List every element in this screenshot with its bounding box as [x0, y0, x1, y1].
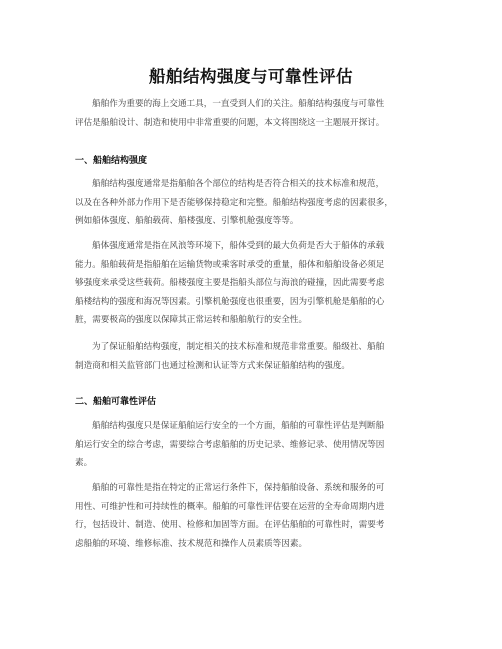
- paragraph-line: 船舶作为重要的海上交通工具，一直受到人们的关注。船舶结构强度与可靠性: [92, 99, 385, 109]
- paragraph-line: 用性、可维护性和可持续性的概率。船舶的可靠性评估要在运营的全寿命周期内进: [75, 501, 385, 512]
- strength-paragraph-3: [75, 338, 435, 375]
- paragraph-line: 船舶的可靠性是指在特定的正常运行条件下，保持船舶设备、系统和服务的可: [92, 483, 385, 493]
- reliability-paragraph-1: [75, 417, 435, 473]
- paragraph-line: 制造商和相关监管部门也通过检测和认证等方式来保证船舶结构的强度。: [75, 360, 351, 371]
- strength-paragraph-1: [75, 175, 435, 231]
- paragraph-line: 船舶结构强度通常是指船舶各个部位的结构是否符合相关的技术标准和规范，: [92, 179, 385, 189]
- paragraph-line: 舶运行安全的综合考虑，需要综合考虑船舶的历史记录、维修记录、使用情况等因: [75, 439, 385, 450]
- paragraph-line: 行，包括设计、制造、使用、检修和加固等方面。在评估船舶的可靠性时，需要考: [75, 520, 385, 531]
- paragraph-line: 能力。船舶载荷是指船舶在运输货物或乘客时承受的重量，船体和船舶设备必须足: [75, 259, 385, 270]
- paragraph-line: 虑船舶的环境、维修标准、技术规范和操作人员素质等因素。: [75, 538, 308, 549]
- paragraph-line: 评估是船舶设计、制造和使用中非常重要的问题，本文将围绕这一主题展开探讨。: [75, 117, 385, 128]
- paragraph-line: 够强度来承受这些载荷。船楼强度主要是指船头部位与海浪的碰撞，因此需要考虑: [75, 278, 385, 289]
- paragraph-line: 例如船体强度、船舶载荷、船楼强度、引擎机舱强度等等。: [75, 216, 299, 227]
- paragraph-line: 船舶结构强度只是保证船舶运行安全的一个方面，船舶的可靠性评估是判断船: [92, 421, 385, 431]
- intro-paragraph: [75, 95, 435, 132]
- paragraph-line: 脏，需要极高的强度以保障其正常运转和船舶航行的安全性。: [75, 315, 308, 326]
- paragraph-line: 素。: [75, 458, 93, 469]
- paragraph-line: 船体强度通常是指在风浪等环境下，船体受到的最大负荷是否大于船体的承载: [92, 241, 385, 251]
- reliability-paragraph-2: [75, 479, 435, 553]
- paragraph-line: 为了保证船舶结构强度，制定相关的技术标准和规范非常重要。船级社、船舶: [92, 342, 385, 352]
- section-heading-strength: 一、船舶结构强度: [75, 156, 148, 166]
- page-title: 船舶结构强度与可靠性评估: [149, 67, 353, 86]
- paragraph-line: 船楼结构的强度和海况等因素。引擎机舱强度也很重要，因为引擎机舱是船舶的心: [75, 296, 385, 307]
- section-heading-reliability: 二、船舶可靠性评估: [75, 397, 157, 407]
- strength-paragraph-2: [75, 237, 435, 330]
- paragraph-line: 以及在各种外部力作用下是否能够保持稳定和完整。船舶结构强度考虑的因素很多，: [75, 197, 393, 208]
